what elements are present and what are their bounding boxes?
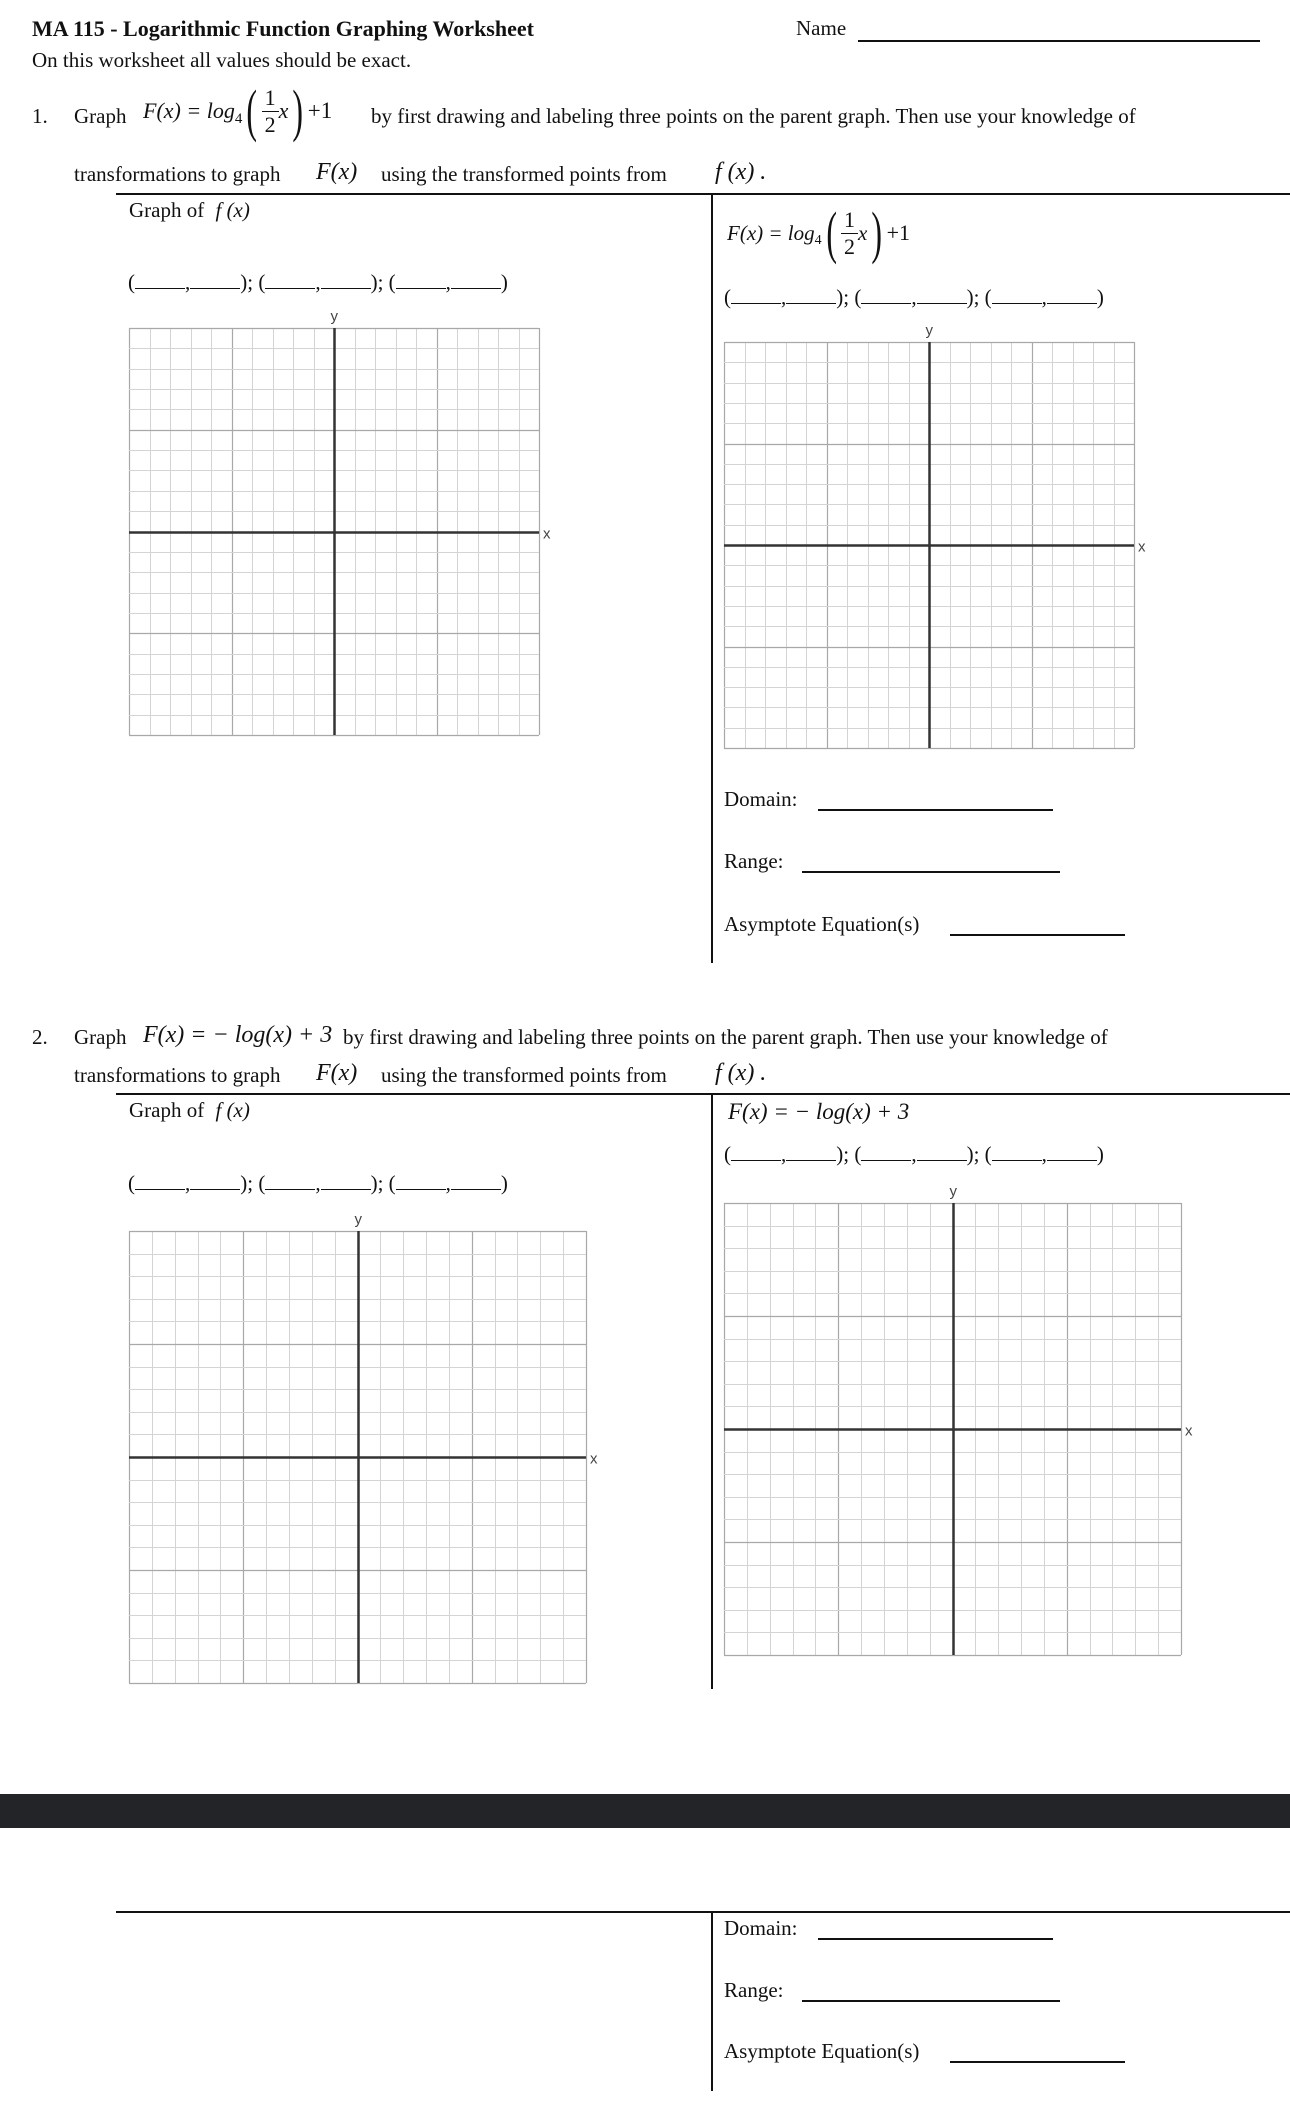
point-1-y-blank[interactable]	[190, 1173, 240, 1190]
pt-comma: ,	[445, 270, 451, 294]
section-2-domain-field[interactable]	[818, 1938, 1053, 1940]
pt-open: (	[128, 270, 135, 294]
pt-sep: ); (	[370, 1171, 396, 1195]
pt-sep: ); (	[836, 285, 862, 309]
name-label: Name	[796, 16, 847, 40]
problem-2-graph-word: Graph	[74, 1025, 127, 1049]
problem-1-line2-b: using the transformed points from	[381, 162, 667, 186]
pt-comma: ,	[1041, 1142, 1047, 1166]
section-2-asymptote-field[interactable]	[950, 2061, 1125, 2063]
point-3-y-blank[interactable]	[451, 1173, 501, 1190]
problem-2-number: 2.	[32, 1025, 48, 1049]
section-2b-divider	[711, 1911, 713, 2091]
section-1-domain-label: Domain:	[724, 787, 798, 811]
section-1-left-header-label: Graph of	[129, 198, 205, 222]
problem-1-function-base: 4	[234, 110, 243, 127]
section-1-right-close-paren: )	[871, 200, 883, 265]
point-2-x-blank[interactable]	[861, 287, 911, 304]
pt-comma: ,	[185, 1171, 191, 1195]
point-2-y-blank[interactable]	[321, 272, 371, 289]
section-1-left-header	[129, 200, 250, 221]
problem-2-line2-Fx: F(x)	[316, 1060, 358, 1086]
y-axis-label: y	[354, 1211, 362, 1228]
pt-sep: ); (	[836, 1142, 862, 1166]
problem-1-instructions: by first drawing and labeling three points on the parent graph. Then use your knowledge of	[371, 104, 1136, 128]
pt-comma: ,	[781, 1142, 787, 1166]
point-1-x-blank[interactable]	[731, 287, 781, 304]
problem-1-fraction	[262, 84, 279, 137]
pt-comma: ,	[911, 285, 917, 309]
point-3-x-blank[interactable]	[992, 287, 1042, 304]
pt-comma: ,	[781, 285, 787, 309]
pt-comma: ,	[315, 270, 321, 294]
name-field[interactable]	[858, 40, 1260, 42]
section-2-asymptote-label: Asymptote Equation(s)	[724, 2039, 920, 2063]
pt-comma: ,	[185, 270, 191, 294]
x-axis-label: x	[1185, 1422, 1193, 1440]
section-1-right-func-lhs: F(x) = log	[727, 220, 815, 245]
pt-sep: ); (	[240, 270, 266, 294]
problem-1-function-lhs: F(x) = log	[143, 98, 235, 123]
x-axis-label: x	[590, 1450, 598, 1468]
problem-1-frac-den: 2	[264, 111, 276, 137]
problem-2-line2-a: transformations to graph	[74, 1063, 281, 1087]
section-1-right-header	[727, 198, 910, 268]
pt-comma: ,	[1041, 285, 1047, 309]
point-3-y-blank[interactable]	[1047, 287, 1097, 304]
section-1-right-func-base: 4	[814, 233, 822, 248]
point-1-x-blank[interactable]	[731, 1144, 781, 1161]
y-axis-label: y	[330, 308, 338, 325]
problem-1-line2-fx: f (x) .	[715, 159, 767, 185]
pt-close: )	[1096, 285, 1104, 309]
problem-2-line2-b: using the transformed points from	[381, 1063, 667, 1087]
point-3-x-blank[interactable]	[396, 1173, 446, 1190]
section-1-domain-field[interactable]	[818, 809, 1053, 811]
point-1-x-blank[interactable]	[135, 1173, 185, 1190]
section-2-domain-label: Domain:	[724, 1916, 798, 1940]
section-1-range-label: Range:	[724, 849, 784, 873]
pt-sep: ); (	[240, 1171, 266, 1195]
page-break-band	[0, 1794, 1290, 1828]
pt-close: )	[500, 1171, 508, 1195]
worksheet-instructions: On this worksheet all values should be exact.	[32, 48, 412, 72]
problem-1-graph-word: Graph	[74, 104, 127, 128]
pt-sep: ); (	[966, 1142, 992, 1166]
section-1-divider	[711, 193, 713, 963]
section-1-right-func-tail: +1	[886, 220, 911, 245]
section-1-right-fraction	[841, 206, 858, 259]
point-3-y-blank[interactable]	[451, 272, 501, 289]
section-1-asymptote-label: Asymptote Equation(s)	[724, 912, 920, 936]
y-axis-label: y	[925, 322, 933, 339]
pt-close: )	[500, 270, 508, 294]
worksheet-title: MA 115 - Logarithmic Function Graphing Worksheet	[32, 16, 534, 41]
x-axis-label: x	[543, 525, 551, 543]
section-2-left-header-label: Graph of	[129, 1098, 205, 1122]
problem-1-line2-Fx: F(x)	[316, 159, 358, 185]
grid-1-left[interactable]	[129, 308, 559, 737]
problem-2-function: F(x) = − log(x) + 3	[143, 1022, 333, 1048]
point-2-y-blank[interactable]	[917, 287, 967, 304]
problem-1-open-paren: (	[246, 78, 258, 143]
section-2-left-header-fx: f (x)	[215, 1098, 250, 1122]
point-3-x-blank[interactable]	[396, 272, 446, 289]
section-2-range-field[interactable]	[802, 2000, 1060, 2002]
pt-sep: ); (	[370, 270, 396, 294]
point-1-y-blank[interactable]	[786, 287, 836, 304]
point-2-x-blank[interactable]	[265, 272, 315, 289]
section-2-top-rule	[116, 1093, 1290, 1095]
point-1-y-blank[interactable]	[190, 272, 240, 289]
pt-comma: ,	[911, 1142, 917, 1166]
coordinate-grid[interactable]	[724, 1203, 1201, 1657]
section-1-range-field[interactable]	[802, 871, 1060, 873]
pt-open: (	[724, 285, 731, 309]
pt-open: (	[724, 1142, 731, 1166]
section-2-left-header	[129, 1100, 250, 1121]
point-1-x-blank[interactable]	[135, 272, 185, 289]
pt-open: (	[128, 1171, 135, 1195]
x-axis-label: x	[1138, 538, 1146, 556]
point-2-y-blank[interactable]	[321, 1173, 371, 1190]
grid-2-right[interactable]	[724, 1183, 1201, 1657]
point-2-x-blank[interactable]	[265, 1173, 315, 1190]
problem-1-number: 1.	[32, 104, 48, 128]
pt-sep: ); (	[966, 285, 992, 309]
point-1-y-blank[interactable]	[786, 1144, 836, 1161]
pt-close: )	[1096, 1142, 1104, 1166]
grid-2-left[interactable]	[129, 1211, 606, 1685]
coordinate-grid[interactable]	[129, 328, 559, 737]
problem-1-frac-num: 1	[262, 87, 279, 112]
section-2-right-points[interactable]	[724, 1142, 1104, 1167]
section-1-right-func-var: x	[857, 220, 868, 245]
section-2b-top-rule	[116, 1911, 1290, 1913]
problem-1-function-tail: +1	[307, 98, 333, 123]
section-1-right-points[interactable]	[724, 285, 1104, 310]
section-1-right-open-paren: (	[825, 200, 837, 265]
point-2-x-blank[interactable]	[861, 1144, 911, 1161]
section-2-left-points[interactable]	[128, 1171, 508, 1196]
point-3-y-blank[interactable]	[1047, 1144, 1097, 1161]
section-1-right-frac-den: 2	[843, 233, 855, 259]
problem-1-function	[143, 76, 332, 146]
section-1-asymptote-field[interactable]	[950, 934, 1125, 936]
pt-comma: ,	[315, 1171, 321, 1195]
problem-1-close-paren: )	[292, 78, 304, 143]
grid-1-right[interactable]	[724, 322, 1154, 750]
point-2-y-blank[interactable]	[917, 1144, 967, 1161]
point-3-x-blank[interactable]	[992, 1144, 1042, 1161]
problem-2-line2-fx: f (x) .	[715, 1060, 767, 1086]
coordinate-grid[interactable]	[724, 342, 1154, 750]
pt-comma: ,	[445, 1171, 451, 1195]
section-2-range-label: Range:	[724, 1978, 784, 2002]
section-2-right-header: F(x) = − log(x) + 3	[728, 1099, 910, 1124]
section-1-right-frac-num: 1	[841, 209, 858, 234]
section-1-top-rule	[116, 193, 1290, 195]
section-2-divider	[711, 1093, 713, 1689]
problem-2-instructions: by first drawing and labeling three points on the parent graph. Then use your knowledge of	[343, 1025, 1108, 1049]
section-1-left-points[interactable]	[128, 270, 508, 295]
problem-1-line2-a: transformations to graph	[74, 162, 281, 186]
problem-1-function-var: x	[278, 98, 289, 123]
y-axis-label: y	[949, 1183, 957, 1200]
coordinate-grid[interactable]	[129, 1231, 606, 1685]
section-1-left-header-fx: f (x)	[215, 198, 250, 222]
